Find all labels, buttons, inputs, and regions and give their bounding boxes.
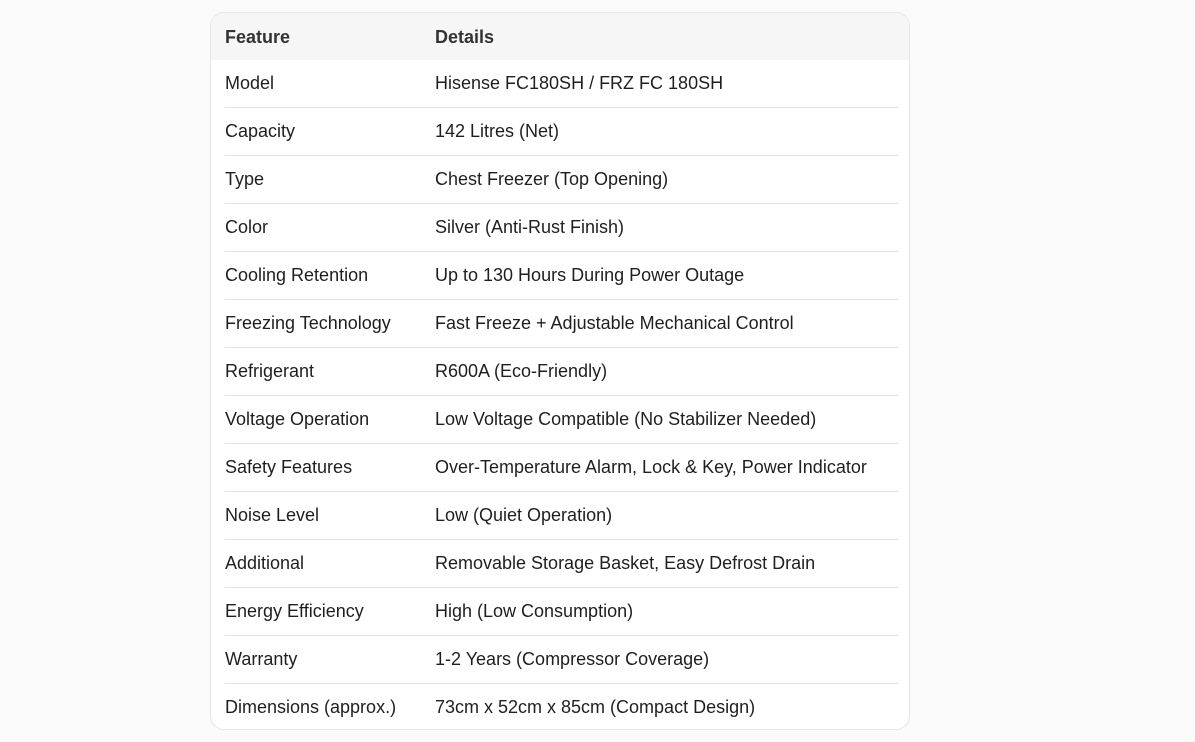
spec-table [210,12,910,730]
table-row [225,348,898,396]
detail-cell: Up to 130 Hours During Power Outage [435,265,745,285]
feature-cell: Capacity [225,121,296,141]
feature-cell: Additional [225,553,305,573]
feature-cell: Noise Level [225,505,320,525]
table-row [225,396,898,444]
detail-cell: Fast Freeze + Adjustable Mechanical Control [435,313,794,333]
detail-cell: 142 Litres (Net) [435,121,560,141]
table-row [225,108,898,156]
feature-cell: Type [225,169,265,189]
feature-cell: Energy Efficiency [225,601,364,621]
table-row [225,540,898,588]
header-details: Details [435,27,495,47]
feature-cell: Refrigerant [225,361,315,381]
detail-cell: Chest Freezer (Top Opening) [435,169,669,189]
table-row [225,204,898,252]
table-row [225,252,898,300]
table-row [225,444,898,492]
detail-cell: Over-Temperature Alarm, Lock & Key, Power Indicator [435,457,867,477]
table-row [225,636,898,684]
detail-cell: High (Low Consumption) [435,601,634,621]
feature-cell: Safety Features [225,457,353,477]
detail-cell: 73cm x 52cm x 85cm (Compact Design) [435,697,756,717]
detail-cell: 1-2 Years (Compressor Coverage) [435,649,710,669]
detail-cell: Removable Storage Basket, Easy Defrost Drain [435,553,816,573]
table-row [225,684,898,730]
detail-cell: Low Voltage Compatible (No Stabilizer Needed) [435,409,817,429]
header-feature: Feature [225,27,291,47]
table-row [225,492,898,540]
detail-cell: Low (Quiet Operation) [435,505,613,525]
feature-cell: Dimensions (approx.) [225,697,397,717]
table-row [225,588,898,636]
feature-cell: Color [225,217,269,237]
feature-cell: Voltage Operation [225,409,370,429]
detail-cell: Silver (Anti-Rust Finish) [435,217,625,237]
detail-cell: Hisense FC180SH / FRZ FC 180SH [435,73,724,93]
feature-cell: Freezing Technology [225,313,391,333]
table-row [225,300,898,348]
table-row [225,60,898,108]
feature-cell: Model [225,73,275,93]
table-row [225,156,898,204]
detail-cell: R600A (Eco-Friendly) [435,361,608,381]
feature-cell: Cooling Retention [225,265,369,285]
feature-cell: Warranty [225,649,298,669]
table-header [211,13,909,60]
